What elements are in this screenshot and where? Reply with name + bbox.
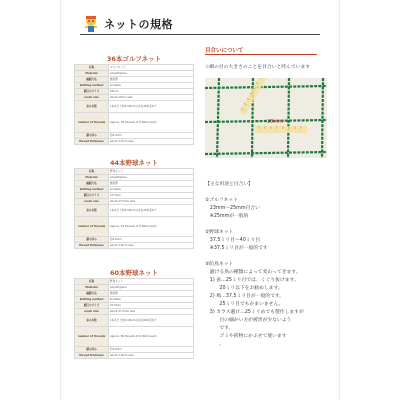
spec-key: number of threads [75,217,109,237]
spec-value: polyethylene [109,71,194,77]
table-row [75,101,194,113]
spec-block-golf-36 [74,54,194,145]
mesh-section-heading: 目合いについて [205,48,244,54]
spec-value: Approx. 36 threads of 0.18mm each [109,113,194,133]
section-divider [205,54,317,55]
usage-line: ③防鳥ネット [205,262,234,267]
usage-line: 1) 雀…25ミリ目では、くぐり抜けます。 [205,278,299,283]
usage-line: 37.5ミリ目～40ミリ目 [205,238,261,243]
usage-line: 23mm～25mm目合い [205,206,260,211]
spec-value: about 2.6mm size [109,243,194,249]
spec-key: number of threads [75,113,109,133]
spec-value: polyethylene [109,285,194,291]
usage-line: 3) カラス避け…25ミリめでも製作しますが [205,310,304,315]
spec-key: Material [75,175,109,181]
usage-line: 【主な用途と目合い】 [205,182,253,187]
spec-value: polyethylene [109,175,194,181]
usage-line: 避ける鳥の種類によって変わってきます。 [205,270,301,275]
spec-key: 名称 [75,279,109,285]
spec-value: 1本あたり約0.18mmの糸を44本束ねて [109,205,194,217]
spec-value: ゴルフネット [109,65,194,71]
spec-key: 名称 [75,65,109,71]
usage-line: ※37.5ミリ目が一般的です [205,246,268,251]
spec-key: mesh size [75,199,109,205]
table-row [75,243,194,249]
spec-key: number of threads [75,327,109,347]
table-row [75,113,194,133]
mesh-size-label: 25mm [267,119,284,125]
usage-line: ※25mmが一般的 [205,214,249,219]
spec-value: 野球ネット [109,169,194,175]
spec-title: 60本野球ネット [109,269,159,277]
spec-value: 無結節 [109,77,194,83]
mesh-note: ☆網の目の大きさのことを目合いと呼んでいます [205,65,311,70]
spec-key: 網目のサイズ [75,193,109,199]
usage-line: 目の細かい方が被害が少ないよう [205,318,292,323]
table-row [75,353,194,359]
spec-table [74,278,194,359]
usage-line: 。 [205,342,225,347]
page-title: ネットの規格 [104,18,173,31]
spec-key: thread thickness [75,139,109,145]
spec-key: 編網方法 [75,291,109,297]
spec-table [74,64,194,145]
mascot-logo-icon [80,12,102,34]
spec-key: 糸の本数 [75,205,109,217]
spec-value: about 25mm size [109,95,194,101]
spec-value: Approx. 44 threads of 0.18mm each [109,217,194,237]
spec-key: 網の厚み [75,133,109,139]
spec-value: about 3.0mm size [109,353,194,359]
spec-value: 野球ネット [109,279,194,285]
table-row [75,139,194,145]
spec-key: 網の厚み [75,347,109,353]
spec-value: 1本あたり約0.18mmの糸を60本束ねて [109,315,194,327]
spec-block-baseball-60 [74,268,194,359]
spec-key: knitting method [75,187,109,193]
usage-line: 25ミリ目でもかまいません。 [205,302,284,307]
spec-value: 37.5mm [109,193,194,199]
spec-key: 網の厚み [75,237,109,243]
usage-line: ①ゴルフネット [205,198,238,203]
spec-value: Approx. 60 threads of 0.18mm each [109,327,194,347]
spec-value: about 37.5mm size [109,309,194,315]
spec-key: mesh size [75,309,109,315]
spec-value: 無結節 [109,181,194,187]
usage-line: 20ミリ以下をお勧めします。 [205,286,283,291]
spec-key: 編網方法 [75,181,109,187]
spec-value: 25mm [109,89,194,95]
table-row [75,315,194,327]
page-header [80,12,320,34]
spec-value: about 2.4mm size [109,139,194,145]
spec-value: knotless [109,297,194,303]
table-row [75,327,194,347]
usage-line: 2) 鳩…37.5ミリ目が一般的です。 [205,294,285,299]
spec-key: Material [75,71,109,77]
spec-key: Material [75,285,109,291]
net-mesh-photo [205,78,327,158]
spec-title: 44本野球ネット [109,159,159,167]
spec-value: 37.5mm [109,303,194,309]
spec-key: 糸の本数 [75,315,109,327]
spec-value: 1本あたり約0.18mmの糸を36本束ねて [109,101,194,113]
spec-value: 無結節 [109,291,194,297]
table-row [75,205,194,217]
spec-value: 約3.0mm [109,347,194,353]
spec-key: 糸の本数 [75,101,109,113]
usage-line: ②野球ネット [205,230,234,235]
spec-value: knotless [109,83,194,89]
spec-key: knitting method [75,297,109,303]
header-divider [80,34,320,35]
spec-block-baseball-44 [74,158,194,249]
spec-title: 36本ゴルフネット [106,55,162,63]
spec-key: thread thickness [75,243,109,249]
usage-line: です。 [205,326,234,331]
table-row [75,217,194,237]
spec-key: mesh size [75,95,109,101]
net-mesh-image [205,78,327,158]
spec-value: 約2.6mm [109,237,194,243]
usage-line: ゴミや荷物にかぶせて使います [205,334,287,339]
spec-key: 編網方法 [75,77,109,83]
spec-key: knitting method [75,83,109,89]
spec-key: thread thickness [75,353,109,359]
spec-value: about 37.5mm size [109,199,194,205]
spec-value: knotless [109,187,194,193]
spec-key: 網目のサイズ [75,303,109,309]
spec-key: 名称 [75,169,109,175]
spec-value: 約2.4mm [109,133,194,139]
spec-table [74,168,194,249]
spec-key: 網目のサイズ [75,89,109,95]
